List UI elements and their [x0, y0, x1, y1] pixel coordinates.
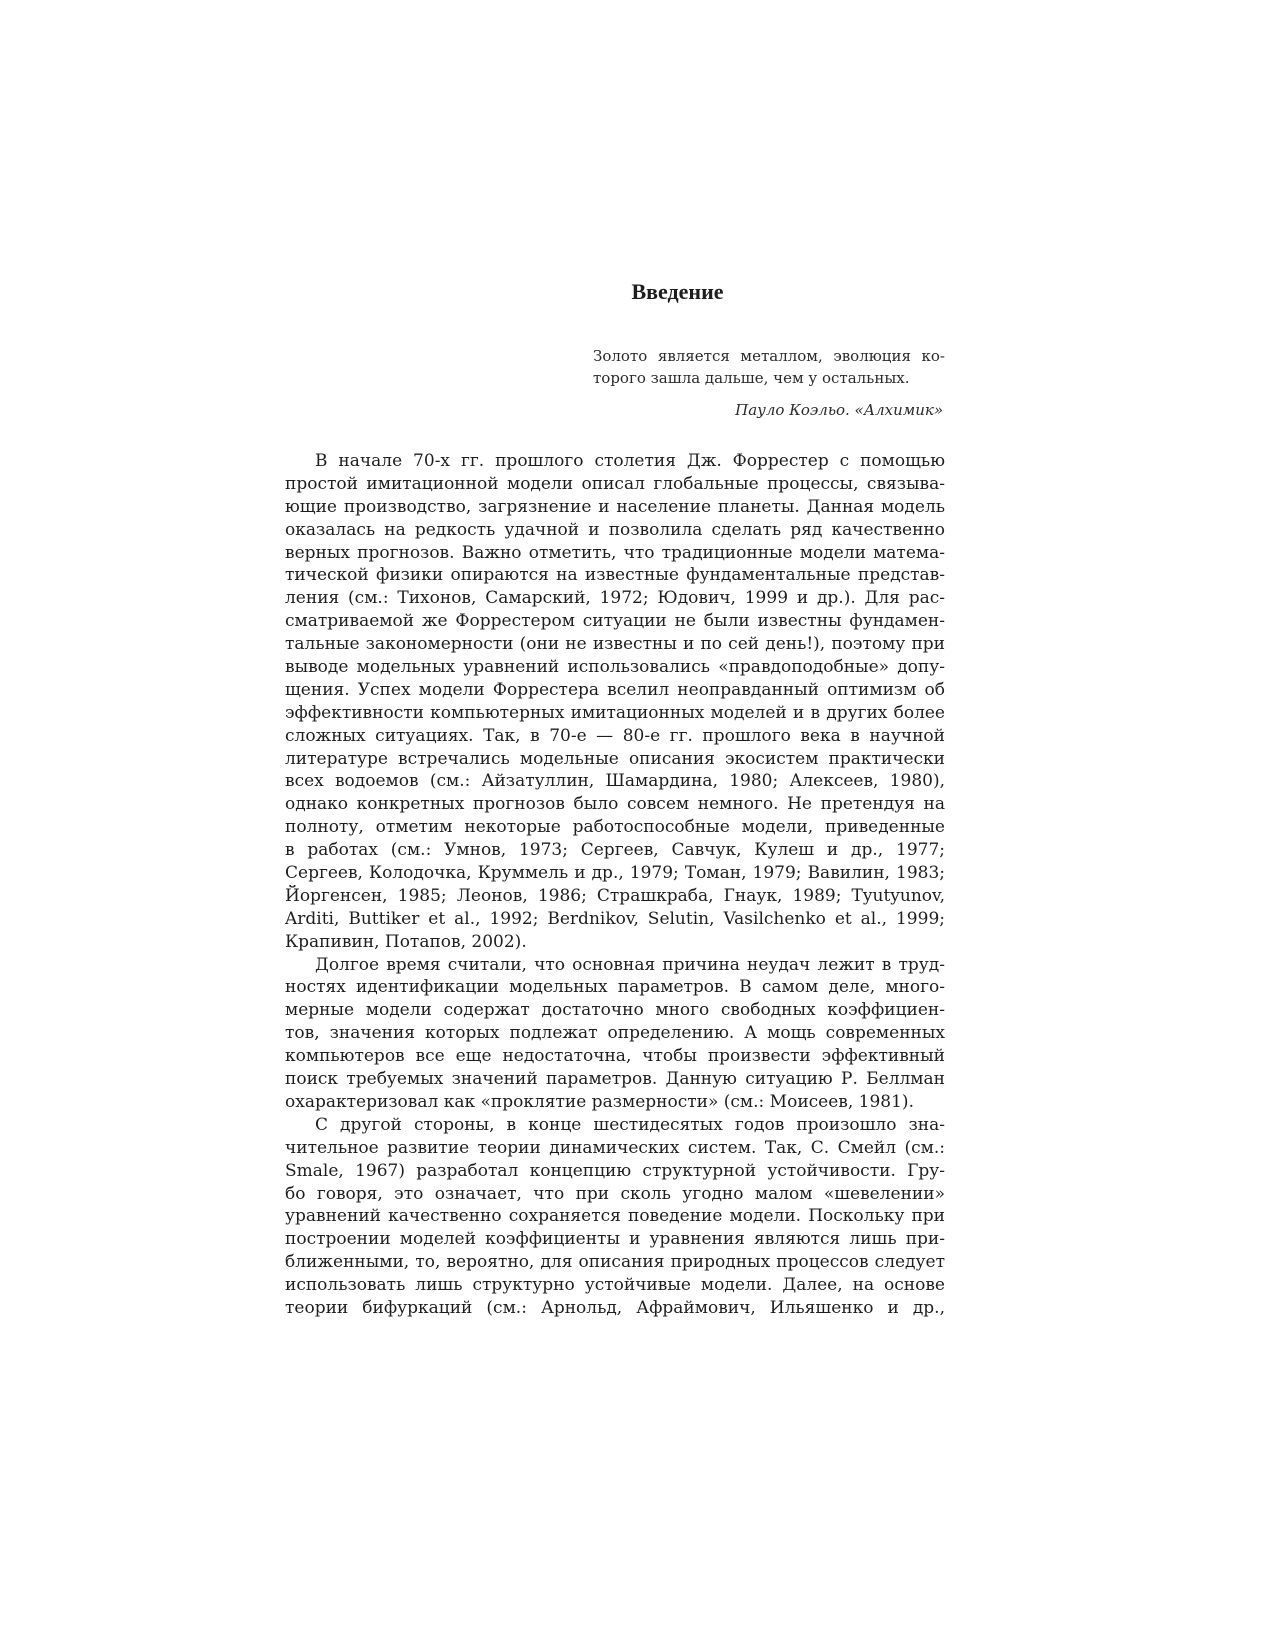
text-line: поиск требуемых значений параметров. Данную ситуацию Р. Беллман [285, 1069, 945, 1090]
text-line: эффективности компьютерных имитационных моделей и в других более [285, 702, 945, 723]
text-line: Долгое время считали, что основная причина неудач лежит в труд- [315, 954, 945, 975]
text-line: ближенными, то, вероятно, для описания природных процессов следует [285, 1252, 945, 1273]
text-line: бо говоря, это означает, что при сколь угодно малом «шевелении» [285, 1183, 945, 1204]
text-line: тической физики опираются на известные фундаментальные представ- [285, 565, 945, 586]
text-line: Йоргенсен, 1985; Леонов, 1986; Страшкраба, Гнаук, 1989; Tyutyunov, [285, 885, 945, 906]
text-line: всех водоемов (см.: Айзатуллин, Шамардина, 1980; Алексеев, 1980), [285, 771, 945, 792]
epigraph [593, 345, 945, 421]
text-line: использовать лишь структурно устойчивые модели. Далее, на основе [285, 1275, 945, 1296]
text-line: охарактеризовал как «проклятие размерности» (см.: Моисеев, 1981). [285, 1091, 914, 1112]
text-line: тов, значения которых подлежат определению. А мощь современных [285, 1023, 945, 1044]
text-line: ления (см.: Тихонов, Самарский, 1972; Юдович, 1999 и др.). Для рас- [285, 588, 945, 609]
text-line: верных прогнозов. Важно отметить, что традиционные модели матема- [285, 542, 945, 563]
text-line: ющие производство, загрязнение и население планеты. Данная модель [285, 496, 945, 517]
text-line: сматриваемой же Форрестером ситуации не были известны фундамен- [285, 611, 945, 632]
text-line: полноту, отметим некоторые работоспособные модели, приведенные [285, 817, 945, 838]
text-line: уравнений качественно сохраняется поведение модели. Поскольку при [285, 1206, 945, 1227]
epigraph-author: Пауло Коэльо. «Алхимик» [735, 401, 943, 419]
text-line: ностях идентификации модельных параметров. В самом деле, много- [285, 977, 945, 998]
text-line: построении моделей коэффициенты и уравнения являются лишь при- [285, 1229, 945, 1250]
body-text [285, 450, 945, 1320]
text-line: компьютеров все еще недостаточна, чтобы произвести эффективный [285, 1046, 945, 1067]
epigraph-line: Золото является металлом, эволюция ко- [593, 347, 945, 365]
text-line: чительное развитие теории динамических систем. Так, С. Смейл (см.: [285, 1137, 945, 1158]
text-line: оказалась на редкость удачной и позволила сделать ряд качественно [285, 519, 945, 540]
text-line: литературе встречались модельные описания экосистем практически [285, 748, 945, 769]
text-line: выводе модельных уравнений использовались «правдоподобные» допу- [285, 657, 945, 678]
text-line: теории бифуркаций (см.: Арнольд, Афраймович, Ильяшенко и др., [285, 1297, 945, 1318]
text-line: В начале 70-х гг. прошлого столетия Дж. Форрестер с помощью [315, 451, 945, 471]
text-line: в работах (см.: Умнов, 1973; Сергеев, Савчук, Кулеш и др., 1977; [285, 840, 945, 861]
text-line: однако конкретных прогнозов было совсем немного. Не претендуя на [285, 794, 945, 815]
text-line: С другой стороны, в конце шестидесятых годов произошло зна- [315, 1114, 945, 1135]
text-line: Крапивин, Потапов, 2002). [285, 931, 527, 952]
text-line: Smale, 1967) разработал концепцию структурной устойчивости. Гру- [285, 1160, 945, 1181]
epigraph-line: торого зашла дальше, чем у остальных. [593, 369, 910, 387]
text-line: мерные модели содержат достаточно много свободных коэффициен- [285, 1000, 945, 1021]
text-line: Сергеев, Колодочка, Круммель и др., 1979; Томан, 1979; Вавилин, 1983; [285, 863, 945, 884]
text-line: Arditi, Buttiker et al., 1992; Berdnikov, Selutin, Vasilchenko et al., 1999; [285, 908, 945, 929]
page-title: Введение [631, 279, 724, 304]
text-line: сложных ситуациях. Так, в 70-е — 80-е гг. прошлого века в научной [285, 725, 945, 746]
text-line: простой имитационной модели описал глобальные процессы, связыва- [285, 473, 945, 494]
text-line: тальные закономерности (они не известны и по сей день!), поэтому при [285, 634, 945, 655]
text-line: щения. Успех модели Форрестера вселил неоправданный оптимизм об [285, 679, 945, 700]
